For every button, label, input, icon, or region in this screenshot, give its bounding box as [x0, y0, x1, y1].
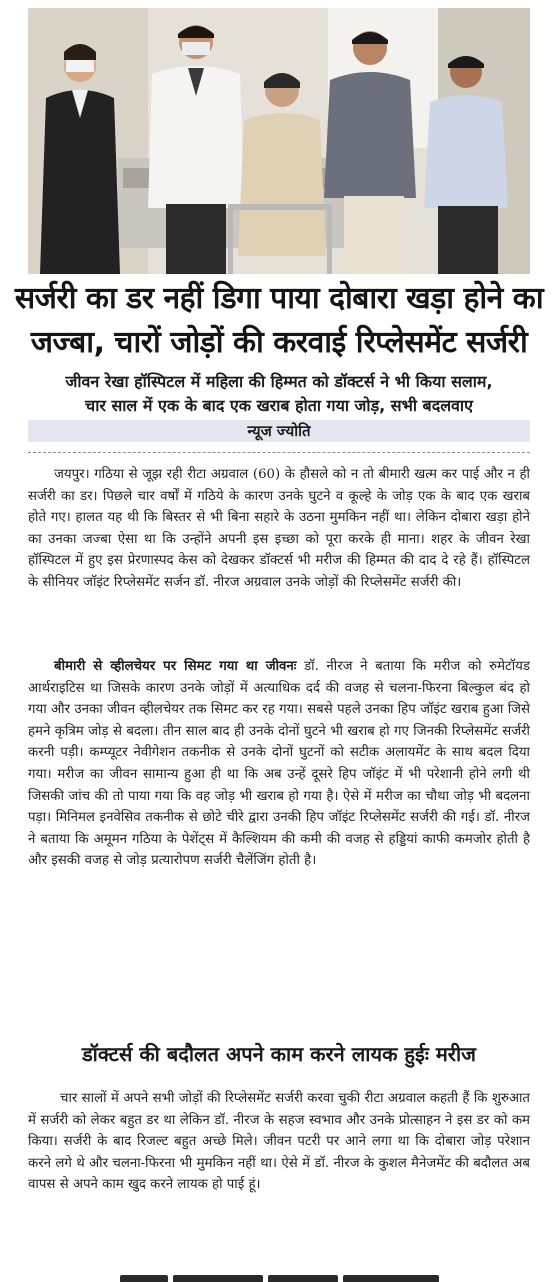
paragraph-1: जयपुर। गठिया से जूझ रही रीटा अग्रवाल (60) के हौसले को न तो बीमारी खत्म कर पाई और न ही सर्जरी का डर। पिछले चार वर्षों में गठिये के कारण उनके घुटने व कूल्हे के जोड़ एक के बाद एक खराब होते गए। हालत यह थी कि बिस्तर से भी बिना सहारे के उठना मुमकिन नहीं था। लेकिन दोबारा खड़ा होने का उनका जज्बा ऐसा था कि उन्होंने अपनी इस इच्छा को पूरा करके ही माना। शहर के जीवन रेखा हॉस्पिटल में हुए इस प्रेरणास्पद केस को देखकर डॉक्टर्स भी मरीज की हिम्मत की दाद दे रहे हैं। हॉस्पिटल के सीनियर जॉइंट रिप्लेसमेंट सर्जन डॉ. नीरज अग्रवाल उनके जोड़ों की रिप्लेसमेंट सर्जरी की। [28, 467, 530, 590]
headline-line-2: जज्बा, चारों जोड़ों की करवाई रिप्लेसमेंट सर्जरी [30, 325, 528, 360]
section-heading: डॉक्टर्स की बदौलत अपने काम करने लायक हुईः मरीज [81, 1042, 477, 1066]
subheading-line-1: जीवन रेखा हॉस्पिटल में महिला की हिम्मत को डॉक्टर्स ने भी किया सलाम, [65, 372, 493, 391]
paragraph-3: चार सालों में अपने सभी जोड़ों की रिप्लेसमेंट सर्जरी करवा चुकी रीटा अग्रवाल कहती हैं कि शुरुआत में सर्जरी को लेकर बहुत डर था लेकिन डॉ. नीरज के सहज स्वभाव और उनके प्रोत्साहन ने इस डर को कम किया। सर्जरी के बाद रिजल्ट बहुत अच्छे मिले। जीवन पटरी पर आने लगा था कि दोबारा जोड़ परेशान करने लगे थे और चलना-फिरना भी मुमकिन नहीं था। ऐसे में डॉ. नीरज के कुशल मैनेजमेंट की बदौलत अब वापस से अपने काम खुद करने लायक हो पाई हूं। [28, 1091, 530, 1193]
paragraph-2 [28, 656, 530, 872]
byline: न्यूज ज्योति [247, 422, 311, 440]
divider [28, 452, 530, 453]
byline-band [28, 420, 530, 442]
paragraph-2-text: डॉ. नीरज ने बताया कि मरीज को रुमेटॉयड आर्थराइटिस था जिसके कारण उनके जोड़ों में अत्याधिक दर्द की वजह से चलना-फिरना बिल्कुल बंद हो गया और उनका जीवन व्हीलचेयर तक सिमट कर रह गया। सबसे पहले उनका हिप जॉइंट खराब हुआ जिसे हमने कृत्रिम जोड़ से बदला। तीन साल बाद ही उनके दोनों घुटने भी खराब हो गए जिनकी रिप्लेसमेंट सर्जरी करनी पड़ी। कम्प्यूटर नेवीगेशन तकनीक से उनके दोनों घुटनों को सटीक अलायमेंट के साथ बदल दिया गया। मरीज का जीवन सामान्य हुआ ही था कि अब उन्हें दूसरे हिप जॉइंट में भी परेशानी होने लगी थी जिसकी जांच की तो पाया गया कि वह जोड़ भी खराब हो गया है। ऐसे में मरीज का चौथा जोड़ भी बदलना पड़ा। मिनिमल इनवेसिव तकनीक से छोटे चीरे द्वारा उनकी हिप जॉइंट रिप्लेसमेंट सर्जरी की गई। डॉ. नीरज ने बताया कि अमूमन गठिया के पेशेंट्स में कैल्शियम की कमी की वजह से हड्डियां काफी कमजोर होती है और इसकी वजह से जोड़ प्रत्यारोपण सर्जरी चैलेंजिंग होती है। [28, 659, 531, 869]
paragraph-2-lead: बीमारी से व्हीलचेयर पर सिमट गया था जीवनः [54, 659, 297, 674]
headline-line-1: सर्जरी का डर नहीं डिगा पाया दोबारा खड़ा होने का [14, 281, 544, 316]
subheading-line-2: चार साल में एक के बाद एक खराब होता गया जोड़, सभी बदलवाए [85, 396, 473, 415]
article-photo [28, 8, 530, 274]
group-photo-illustration [28, 8, 530, 274]
